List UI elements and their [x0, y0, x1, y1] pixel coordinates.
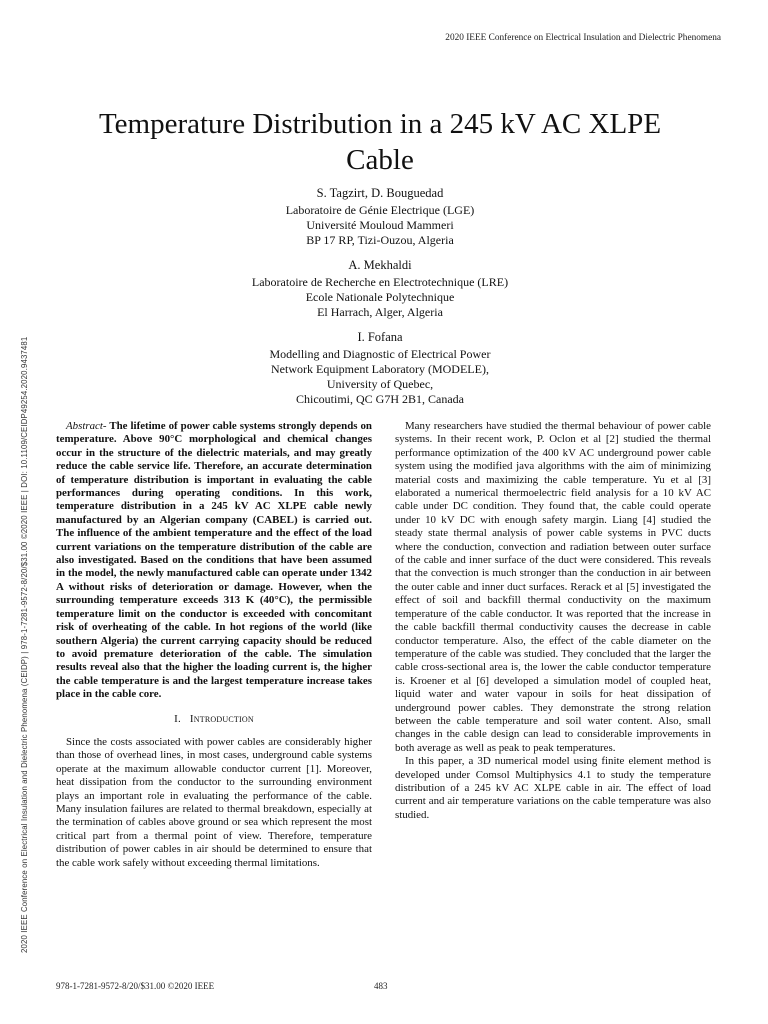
conference-header: 2020 IEEE Conference on Electrical Insulation and Dielectric Phenomena: [445, 33, 721, 43]
abstract-text: The lifetime of power cable systems strongly depends on temperature. Above 90°C morphological and chemical changes occur in the structure of the dielectric materials, and may greatly reduce the cable service life. Therefore, an accurate determination of temperature distribution is important in evaluating the cable performances during operating conditions. In this work, temperature distribution in a 245 kV AC XLPE cable newly manufactured by an Algerian company (CABEL) is carried out. The influence of the ambient temperature and the effect of the load current variations on the temperature distribution of the cable are also investigated. Based on the conditions that have been assumed in the model, the newly manufactured cable can operate under 1342 A without risks of deterioration or damage. However, when the surrounding temperature exceeds 313 K (40°C), the permissible temperature limit on the conductor is exceeded with concomitant risk of overheating of the cable. In hot regions of the world (like southern Algeria) the current carrying capacity should be reduced to avoid premature deterioration of the cable. The simulation results reveal also that the higher the loading current is, the higher the cable temperature is and the largest temperature increase takes place in the cable core.: [56, 420, 372, 701]
abstract: [56, 420, 372, 702]
affiliation-line: Ecole Nationale Polytechnique: [305, 290, 455, 304]
paper-title: Temperature Distribution in a 245 kV AC XLPE Cable: [98, 108, 662, 176]
author-group-2: [160, 258, 600, 320]
author-group-3: [160, 330, 600, 407]
intro-paragraph: Since the costs associated with power cables are considerably higher than those of overhead lines, in most cases, underground cable systems operate at the maximum allowable conductor current [1]. Moreover, heat dissipation from the conductor to the surrounding environment plays an important role in evaluating the performance of the cable. Many insulation failures are related to thermal breakdown, especially at the termination of cables above ground or sea which represent the most critical part from a thermal point of view. Therefore, temperature distribution of power cables in air should be determined to ensure that the cable work safely without exceeding thermal limitations.: [56, 735, 372, 869]
left-column: [56, 420, 372, 870]
affiliation-line: Network Equipment Laboratory (MODELE),: [271, 362, 489, 376]
section-title: Introduction: [189, 712, 254, 725]
page-number: 483: [374, 981, 388, 991]
author-name: A. Mekhaldi: [348, 258, 412, 272]
side-metadata-strip: 2020 IEEE Conference on Electrical Insulation and Dielectric Phenomena (CEIDP) | 978-1-7281-9572-8/20/$31.00 ©2020 IEEE | DOI: 10.1109/CEIDP49254.2020.9437481: [20, 336, 29, 953]
affiliation-line: University of Quebec,: [326, 377, 434, 391]
author-name: S. Tagzirt, D. Bouguedad: [316, 186, 444, 200]
author-name: I. Fofana: [357, 330, 403, 344]
affiliation-line: Laboratoire de Recherche en Electrotechnique (LRE): [251, 275, 509, 289]
body-paragraph: In this paper, a 3D numerical model using finite element method is developed under Comsol Multiphysics 4.1 to study the temperature distribution of a 245 kV AC XLPE cable in air. The effect of load current and air temperature variations on the cable temperature was also studied.: [395, 755, 711, 821]
right-column: [395, 420, 711, 822]
abstract-label: Abstract-: [66, 420, 107, 432]
affiliation-line: Université Mouloud Mammeri: [306, 218, 454, 232]
section-numeral: I.: [174, 712, 181, 725]
section-heading-introduction: [56, 713, 372, 726]
title-block: [80, 106, 680, 178]
affiliation-line: Modelling and Diagnostic of Electrical Power: [269, 347, 491, 361]
author-block: [160, 186, 600, 417]
affiliation-line: BP 17 RP, Tizi-Ouzou, Algeria: [306, 233, 454, 247]
affiliation-line: Laboratoire de Génie Electrique (LGE): [285, 203, 475, 217]
footer-isbn: 978-1-7281-9572-8/20/$31.00 ©2020 IEEE: [56, 981, 215, 991]
author-group-1: [160, 186, 600, 248]
affiliation-line: El Harrach, Alger, Algeria: [317, 305, 443, 319]
body-paragraph: Many researchers have studied the thermal behaviour of power cable systems. In their recent work, P. Oclon et al [2] studied the thermal performance optimization of the 400 kV AC underground power cable system using the modified java algorithms with the aim of minimizing material costs and maximizing the cable temperature. Yu et al [3] elaborated a numerical thermoelectric field analysis for a 10 kV AC cable under DC condition. They found that, the cable could operate under 10 kV DC with enough safety margin. Liang [4] studied the steady state thermal analysis of power cable systems in PVC ducts where the conduction, convection and radiation between outer surface of the cable and inner surface of the duct were considered. This reveals that the convection is much stronger than the conduction in air between the outer cable and inner duct surfaces. Rerack et al [5] investigated the effect of soil and backfill thermal conductivity on the maximum temperature of the cable conductor. It was reported that the increase in the cable backfill thermal conductivity causes the decrease in cable conductor temperature. Also, the effect of the cable diameter on the temperature of the cable was studied. They concluded that the larger the cable cross-sectional area is, the lower the cable conductor temperature is. Kroener et al [6] developed a simulation model of coupled heat, liquid water and water vapour in soils for heat dissipation of underground power cables. They demonstrate the strong relation between the cable temperature and soil water content. Also, small changes in the cable design can lead to considerable improvements in both average as well as peak to peak temperatures.: [395, 420, 711, 754]
affiliation-line: Chicoutimi, QC G7H 2B1, Canada: [296, 392, 464, 406]
